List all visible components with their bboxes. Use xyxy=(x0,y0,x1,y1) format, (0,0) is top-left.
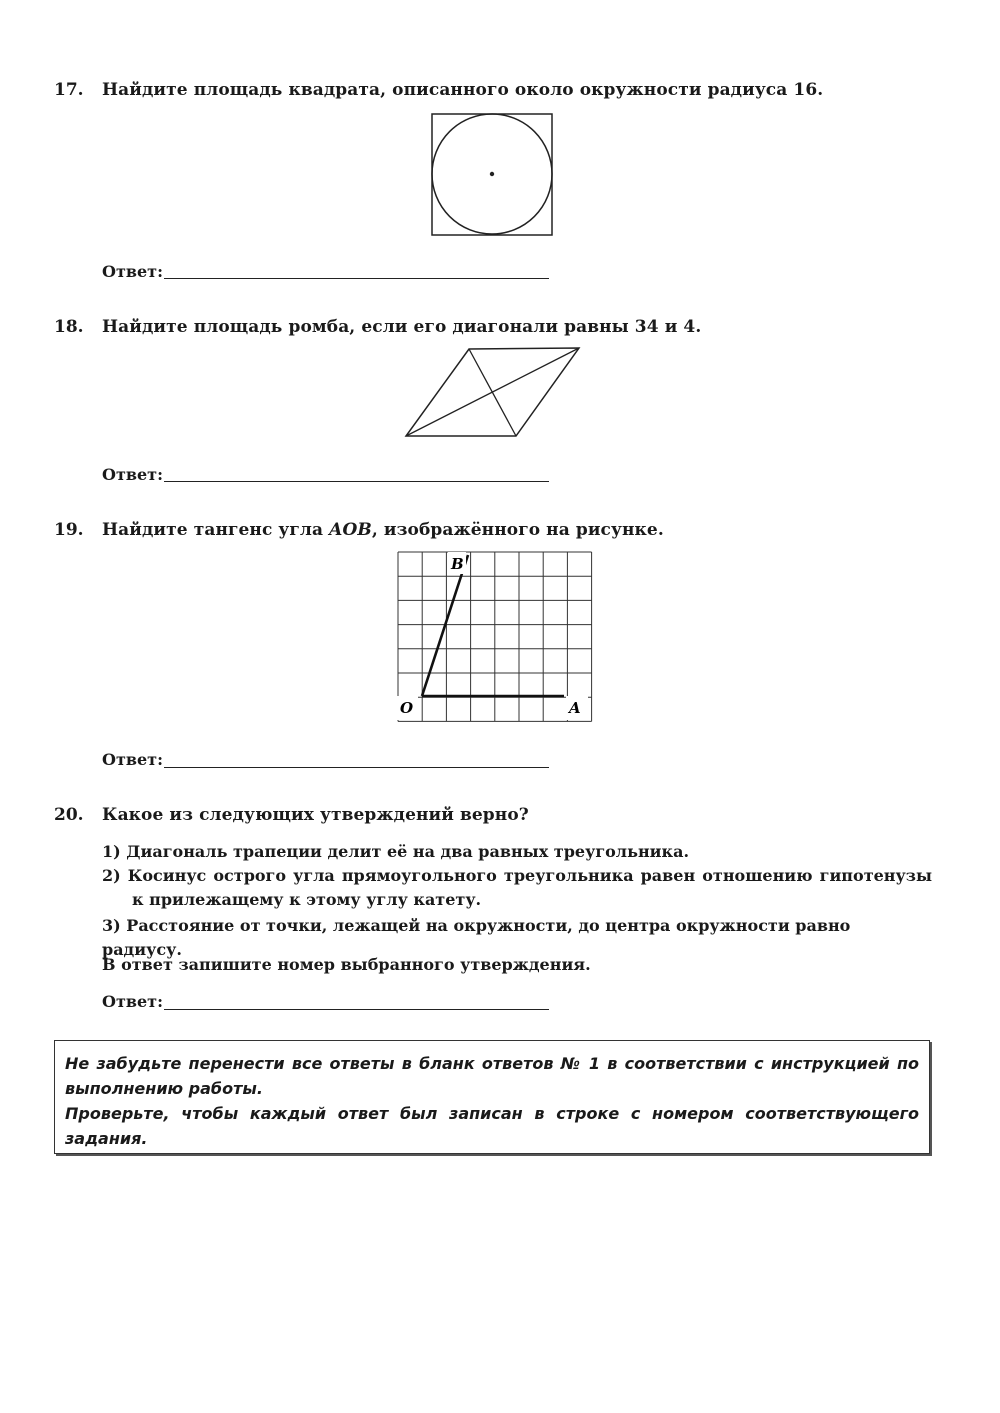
q20-answer-line[interactable] xyxy=(164,1009,549,1010)
q19-number: 19. xyxy=(54,520,84,540)
q20-option-2-text: Косинус острого угла прямоугольного треугольника равен отношению гипотенузы к прилежащему к этому углу катету. xyxy=(127,866,932,909)
label-b: B xyxy=(451,555,464,573)
q17-number: 17. xyxy=(54,80,84,100)
q20-number: 20. xyxy=(54,805,84,825)
answer-transfer-notice xyxy=(54,1040,930,1154)
q19-answer-line[interactable] xyxy=(164,767,549,768)
q18-figure-rhombus xyxy=(396,340,596,444)
q17-text: Найдите площадь квадрата, описанного около окружности радиуса 16. xyxy=(102,80,824,100)
q18-answer-line[interactable] xyxy=(164,481,549,482)
q19-figure-grid xyxy=(390,546,600,726)
notice-line-2: Проверьте, чтобы каждый ответ был записан в строке с номером соответствующего задания. xyxy=(65,1104,919,1148)
label-o: O xyxy=(400,699,414,717)
notice-line-1: Не забудьте перенести все ответы в бланк ответов № 1 в соответствии с инструкцией по выполнению работы. xyxy=(65,1054,919,1098)
q20-option-1-text: Диагональ трапеции делит её на два равных треугольника. xyxy=(126,842,690,861)
q17-answer-label: Ответ: xyxy=(102,262,163,281)
q20-option-3-number: 3) xyxy=(102,916,121,935)
q20-option-1-number: 1) xyxy=(102,842,121,861)
q19-text-after: , изображённого на рисунке. xyxy=(371,520,664,540)
q20-answer-label: Ответ: xyxy=(102,992,163,1011)
q20-option-3-text: Расстояние от точки, лежащей на окружности, до центра окружности равно радиусу. xyxy=(102,916,851,959)
q19-text xyxy=(102,520,664,540)
q19-angle-name: AOB xyxy=(329,520,372,540)
q20-instruction: В ответ запишите номер выбранного утверждения. xyxy=(102,955,591,974)
q20-text: Какое из следующих утверждений верно? xyxy=(102,805,529,825)
circle-center-dot xyxy=(490,172,494,176)
label-a: A xyxy=(569,699,581,717)
rhombus-diagonal-2 xyxy=(406,348,579,436)
q20-option-2 xyxy=(102,864,932,912)
q17-answer-line[interactable] xyxy=(164,278,549,279)
q17-figure-square-circle xyxy=(420,104,570,244)
q19-answer-label: Ответ: xyxy=(102,750,163,769)
q19-text-before: Найдите тангенс угла xyxy=(102,520,330,540)
q18-answer-label: Ответ: xyxy=(102,465,163,484)
q18-text: Найдите площадь ромба, если его диагонали равны 34 и 4. xyxy=(102,317,702,337)
q18-number: 18. xyxy=(54,317,84,337)
q20-option-2-number: 2) xyxy=(102,866,121,885)
q20-option-1 xyxy=(102,840,932,864)
